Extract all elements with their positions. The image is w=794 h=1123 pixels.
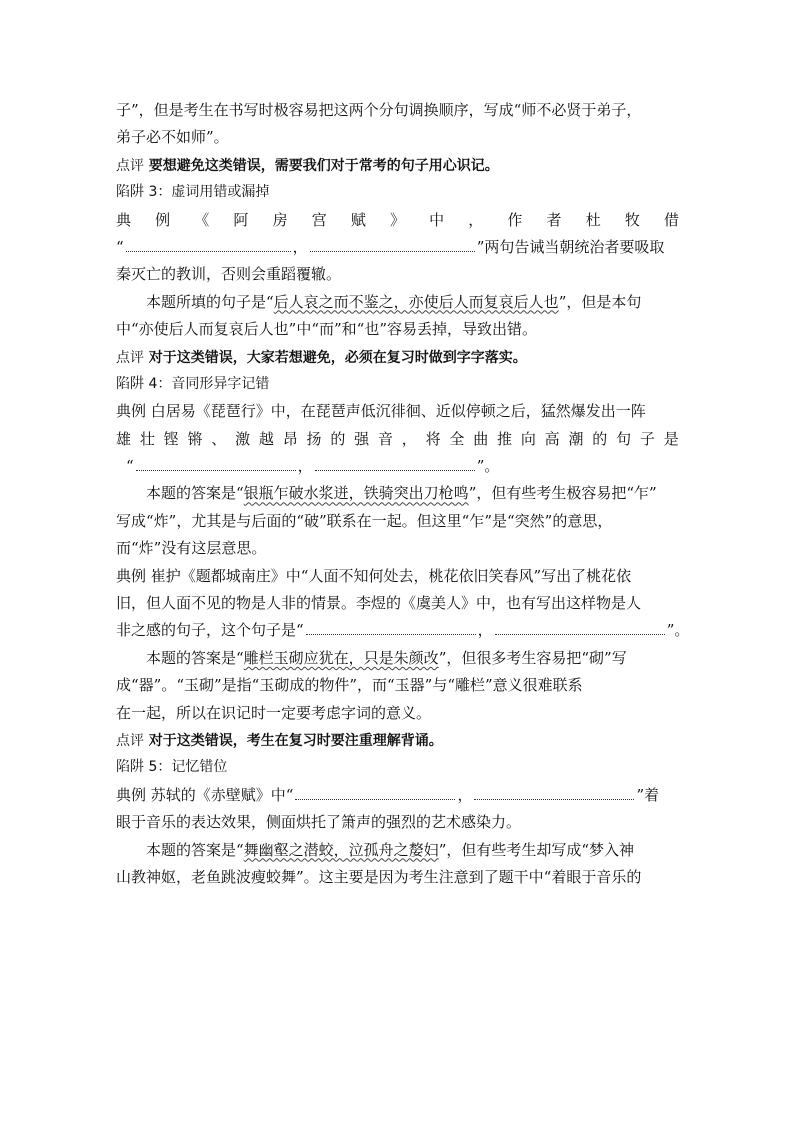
example-text: ”两句告诫当朝统治者要吸取	[476, 237, 665, 256]
answer-line: 山教神妪，老鱼跳波瘦蛟舞”。这主要是因为考生注意到了题干中“着眼于音乐的	[116, 867, 642, 886]
spaced-char: 房	[272, 210, 288, 229]
paragraph-line: 弟子必不如师”。	[116, 128, 229, 147]
answer-line: 在一起，所以在识记时一定要考虑字词的意义。	[116, 703, 432, 722]
fill-blank	[310, 236, 475, 252]
answer-text: 后人哀之而不鉴之，亦使后人而复哀后人也	[273, 292, 559, 311]
answer-line	[116, 480, 679, 507]
spaced-char: 将	[425, 429, 441, 448]
answer-suffix: ”，但有些考生极容易把“乍”	[468, 484, 657, 503]
example-line-blanks	[116, 782, 679, 809]
spaced-char: 牧	[624, 210, 640, 229]
example-line: 典例 白居易《琵琶行》中，在琵琶声低沉徘徊、近似停顿之后，猛然爆发出一阵	[116, 402, 646, 421]
answer-suffix: ”，但很多考生容易把“砌”写	[438, 648, 627, 667]
spaced-char: 的	[330, 429, 346, 448]
spaced-char: 向	[520, 429, 536, 448]
fill-blank	[136, 455, 296, 471]
comment-text: 要想避免这类错误，需要我们对于常考的句子用心识记。	[148, 157, 499, 174]
document-page	[116, 97, 690, 891]
spaced-char: 强	[354, 429, 370, 448]
fill-blank	[474, 784, 634, 800]
trap-heading-5: 陷阱 5：记忆错位	[116, 759, 228, 776]
quote-close: ”。	[476, 457, 500, 476]
comment-text: 对于这类错误，大家若想避免，必须在复习时做到字字落实。	[148, 349, 527, 366]
answer-line: 而“炸”没有这层意思。	[116, 539, 267, 558]
spaced-char: 曲	[473, 429, 489, 448]
comment-line	[116, 344, 679, 371]
example-line-blanks	[116, 617, 690, 644]
answer-text: 银瓶乍破水浆迸，铁骑突出刀枪鸣	[243, 484, 469, 503]
spaced-char: 高	[544, 429, 560, 448]
spaced-char: 越	[258, 429, 274, 448]
answer-prefix: 本题的答案是“	[146, 648, 244, 667]
answer-line: 写成“炸”，尤其是与后面的“破”联系在一起。但这里“乍”是“突然”的意思，	[116, 511, 613, 530]
fill-blank	[495, 619, 665, 635]
example-line-blanks	[116, 453, 679, 480]
example-line: 旧，但人面不见的物是人非的情景。李煜的《虞美人》中，也有写出这样物是人	[116, 594, 642, 613]
comment-label: 点评	[116, 157, 144, 174]
answer-prefix: 本题的答案是“	[146, 840, 244, 859]
comment-label: 点评	[116, 732, 144, 749]
spaced-char: 、	[211, 429, 227, 448]
spaced-char: 音	[377, 429, 393, 448]
fill-blank	[126, 236, 291, 252]
spaced-char: 子	[639, 429, 655, 448]
spaced-char: ，	[468, 210, 484, 229]
spaced-char: 者	[546, 210, 562, 229]
spaced-char: 宫	[311, 210, 327, 229]
spaced-char: ，	[401, 429, 417, 448]
answer-suffix: ”，但是本句	[558, 292, 642, 311]
example-line-blanks	[116, 234, 679, 261]
spaced-char: 杜	[585, 210, 601, 229]
example-text: ”着	[636, 785, 660, 804]
trap-heading-4: 陷阱 4：音同形异字记错	[116, 375, 270, 392]
answer-suffix: ”，但有些考生却写成“梦入神	[438, 840, 635, 859]
comma: ，	[477, 621, 493, 640]
example-line: 秦灭亡的教训，否则会重蹈覆辙。	[116, 265, 342, 284]
spaced-char: 典	[116, 210, 132, 229]
spaced-char: 昂	[282, 429, 298, 448]
comment-line	[116, 727, 679, 754]
spaced-char: 全	[449, 429, 465, 448]
spaced-char: 锵	[187, 429, 203, 448]
quote-open: “	[116, 237, 124, 256]
fill-blank	[295, 784, 455, 800]
trap-heading-3: 陷阱 3：虚词用错或漏掉	[116, 184, 270, 201]
spaced-char: 雄	[116, 429, 132, 448]
answer-line	[116, 289, 679, 316]
spaced-char: 壮	[139, 429, 155, 448]
paragraph-line: 子”，但是考生在书写时极容易把这两个分句调换顺序，写成“师不必贤于弟子，	[116, 101, 642, 119]
spaced-char: 激	[235, 429, 251, 448]
spaced-char: 中	[429, 210, 445, 229]
example-text: 非之感的句子，这个句子是“	[116, 621, 304, 640]
spaced-char: 赋	[350, 210, 366, 229]
example-line-spaced	[116, 207, 679, 234]
spaced-char: 》	[389, 210, 405, 229]
spaced-char: 潮	[568, 429, 584, 448]
answer-text: 舞幽壑之潜蛟，泣孤舟之嫠妇	[243, 840, 439, 859]
quote-open: “	[126, 457, 134, 476]
fill-blank	[306, 619, 476, 635]
answer-line: 成“器”。“玉砌”是指“玉砌成的物件”，而“玉器”与“雕栏”意义很难联系	[116, 676, 583, 695]
example-line-spaced	[116, 426, 679, 453]
spaced-char: 借	[663, 210, 679, 229]
answer-line: 中“亦使后人而复哀后人也”中“而”和“也”容易丢掉，导致出错。	[116, 320, 538, 339]
spaced-char: 《	[194, 210, 210, 229]
comment-label: 点评	[116, 349, 144, 366]
answer-line	[116, 837, 679, 864]
spaced-char: 扬	[306, 429, 322, 448]
comma: ，	[297, 457, 313, 476]
spaced-char: 阿	[233, 210, 249, 229]
example-text: 典例 苏轼的《赤壁赋》中“	[116, 785, 294, 804]
spaced-char: 作	[507, 210, 523, 229]
answer-line	[116, 645, 679, 672]
spaced-char: 例	[155, 210, 171, 229]
quote-close: ”。	[666, 621, 690, 640]
answer-prefix: 本题所填的句子是“	[146, 292, 274, 311]
example-line: 典例 崔护《题都城南庄》中“人面不知何处去，桃花依旧笑春风”写出了桃花依	[116, 566, 632, 585]
answer-text: 雕栏玉砌应犹在，只是朱颜改	[243, 648, 439, 667]
spaced-char: 是	[663, 429, 679, 448]
comment-text: 对于这类错误，考生在复习时要注重理解背诵。	[148, 732, 443, 749]
comma: ，	[457, 785, 473, 804]
comment-line	[116, 152, 679, 179]
spaced-char: 推	[497, 429, 513, 448]
comma: ，	[292, 237, 308, 256]
spaced-char: 铿	[163, 429, 179, 448]
spaced-char: 句	[616, 429, 632, 448]
fill-blank	[315, 455, 475, 471]
example-line: 眼于音乐的表达效果，侧面烘托了箫声的强烈的艺术感染力。	[116, 813, 522, 832]
spaced-char: 的	[592, 429, 608, 448]
answer-prefix: 本题的答案是“	[146, 484, 244, 503]
